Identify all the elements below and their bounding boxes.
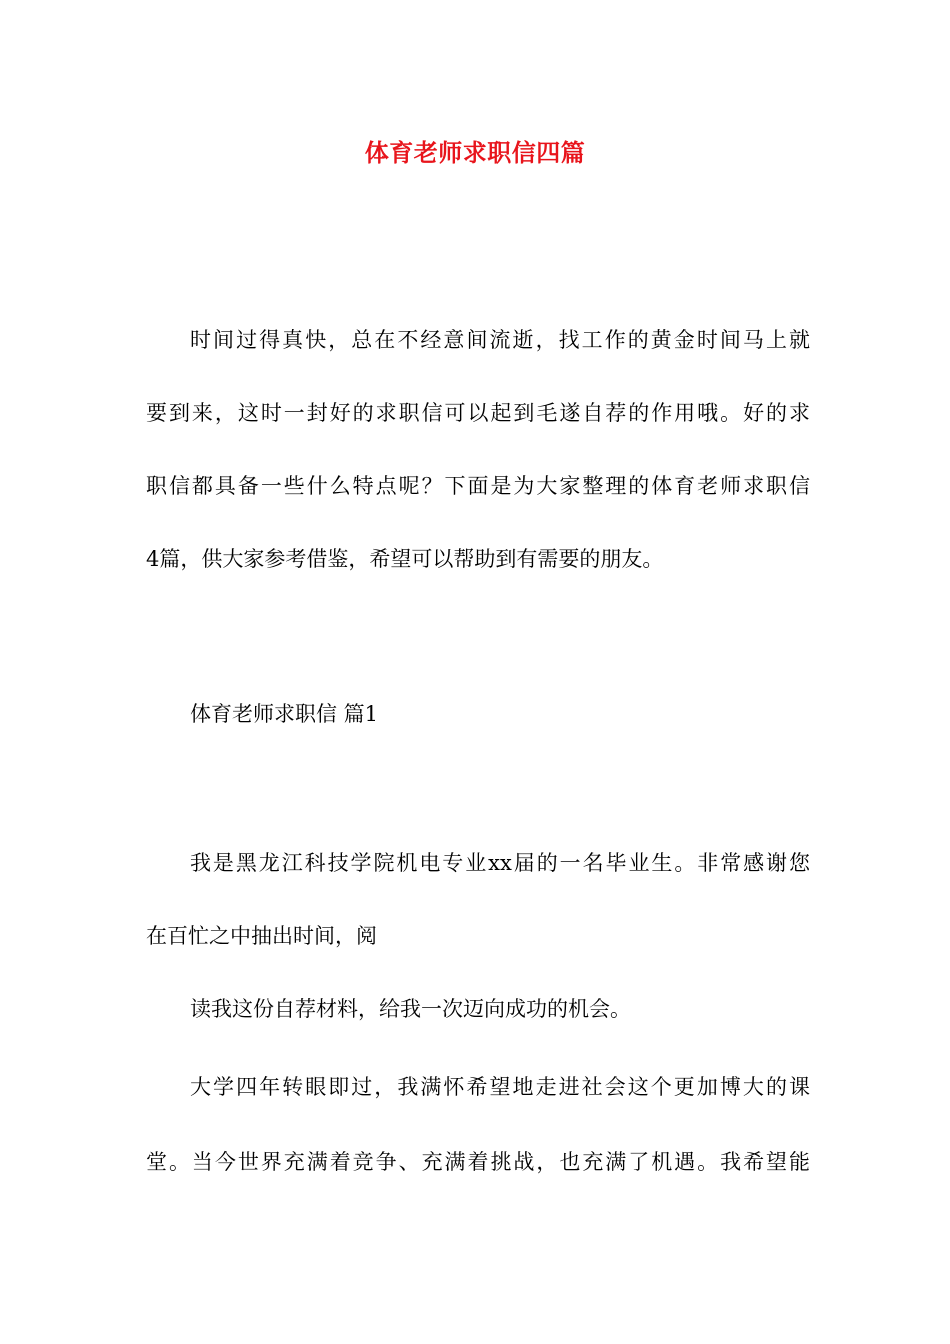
document-title: 体育老师求职信四篇 xyxy=(364,138,586,167)
body-line: 大学四年转眼即过，我满怀希望地走进社会这个更加博大的课 xyxy=(190,1075,810,1099)
body-line: 读我这份自荐材料，给我一次迈向成功的机会。 xyxy=(190,997,631,1021)
intro-line: 时间过得真快，总在不经意间流逝，找工作的黄金时间马上就 xyxy=(190,328,810,352)
intro-line: 职信都具备一些什么特点呢？下面是为大家整理的体育老师求职信 xyxy=(146,474,810,498)
intro-line: 要到来，这时一封好的求职信可以起到毛遂自荐的作用哦。好的求 xyxy=(146,401,810,425)
intro-line: 4篇，供大家参考借鉴，希望可以帮助到有需要的朋友。 xyxy=(146,547,664,571)
body-line: 我是黑龙江科技学院机电专业xx届的一名毕业生。非常感谢您 xyxy=(190,851,810,875)
section-heading: 体育老师求职信 篇1 xyxy=(190,702,379,726)
body-line: 堂。当今世界充满着竞争、充满着挑战，也充满了机遇。我希望能 xyxy=(146,1150,810,1174)
body-line: 在百忙之中抽出时间，阅 xyxy=(146,924,377,948)
